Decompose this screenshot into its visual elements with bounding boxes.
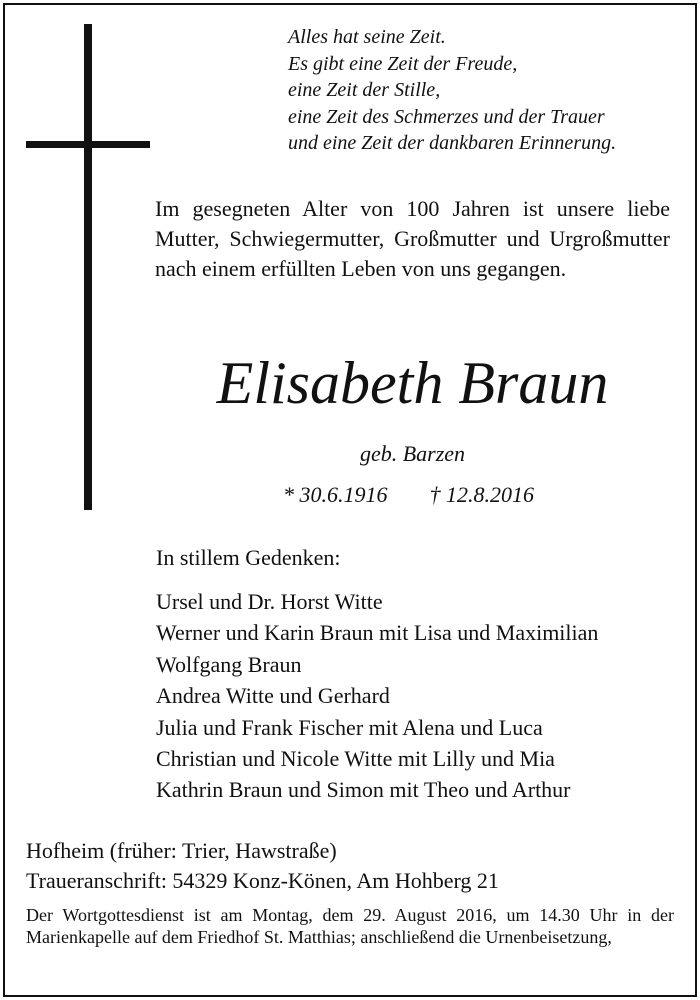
address-block bbox=[26, 836, 499, 896]
poem-line: Es gibt eine Zeit der Freude, bbox=[288, 52, 518, 75]
life-dates bbox=[283, 481, 534, 509]
mourner-line: Wolfgang Braun bbox=[156, 651, 302, 677]
cross-horizontal-bar bbox=[26, 141, 150, 148]
birth-date: * 30.6.1916 bbox=[283, 482, 388, 507]
poem bbox=[288, 24, 688, 157]
mourner-line: Julia und Frank Fischer mit Alena und Luca bbox=[156, 714, 543, 740]
mourners-list bbox=[156, 586, 598, 806]
poem-line: eine Zeit der Stille, bbox=[288, 79, 441, 102]
mourner-line: Kathrin Braun und Simon mit Theo und Arthur bbox=[156, 777, 571, 803]
mourner-line: Werner und Karin Braun mit Lisa und Maximilian bbox=[156, 620, 599, 646]
poem-line: Alles hat seine Zeit. bbox=[288, 26, 446, 48]
mourner-line: Christian und Nicole Witte mit Lilly und Mia bbox=[156, 746, 555, 772]
mourner-line: Ursel und Dr. Horst Witte bbox=[156, 589, 383, 614]
maiden-name: geb. Barzen bbox=[359, 441, 466, 466]
cross-vertical-bar bbox=[84, 24, 92, 510]
residence-place: Hofheim (früher: Trier, Hawstraße) bbox=[26, 838, 337, 863]
deceased-name: Elisabeth Braun bbox=[216, 350, 609, 416]
mourner-line: Andrea Witte und Gerhard bbox=[156, 683, 390, 709]
poem-line: eine Zeit des Schmerzes und der Trauer bbox=[288, 105, 605, 128]
death-date: † 12.8.2016 bbox=[429, 482, 534, 507]
service-info: Der Wortgottesdienst ist am Montag, dem 29. August 2016, um 14.30 Uhr in der Marienkapelle auf dem Friedhof St. Matthias; anschließend die Urnenbeisetzung, bbox=[26, 905, 674, 947]
memory-heading: In stillem Gedenken: bbox=[156, 545, 341, 570]
mourning-address: Traueranschrift: 54329 Konz-Könen, Am Hohberg 21 bbox=[26, 868, 499, 893]
intro-text: Im gesegneten Alter von 100 Jahren ist unsere liebe Mutter, Schwiegermutter, Großmutter und Urgroßmutter nach einem erfüllten Leben von uns gegangen. bbox=[155, 196, 670, 281]
poem-line: und eine Zeit der dankbaren Erinnerung. bbox=[288, 132, 617, 155]
